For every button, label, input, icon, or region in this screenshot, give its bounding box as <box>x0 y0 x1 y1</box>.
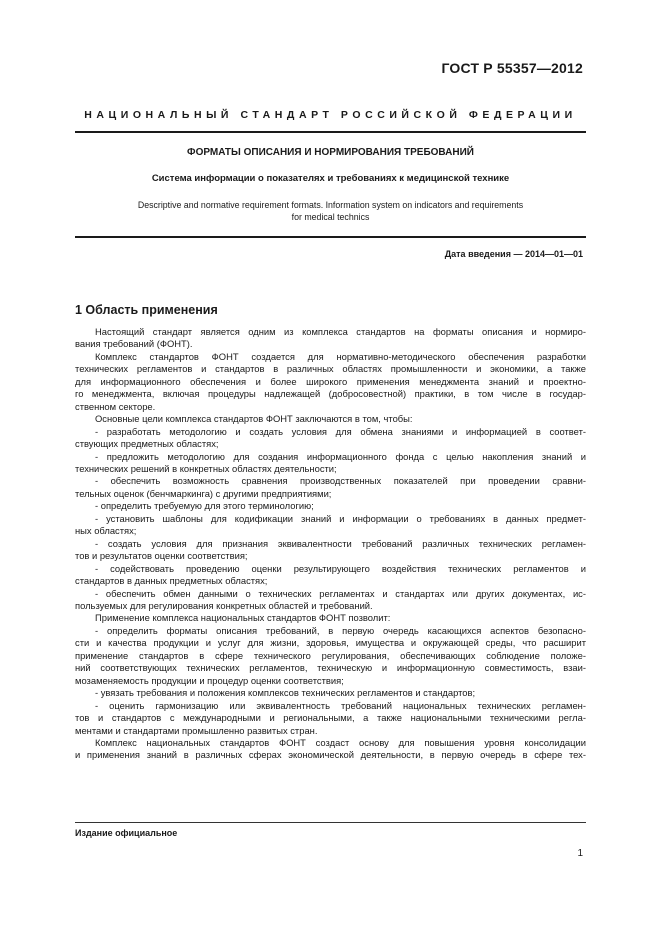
body-line: Применение комплекса национальных стандартов ФОНТ позволит: <box>95 612 391 624</box>
body-line: стандартов в данных предметных областях; <box>75 575 268 587</box>
page-number: 1 <box>577 848 583 859</box>
body-line: - обеспечить возможность сравнения производственных показателей при проведении сравни- <box>95 475 586 487</box>
body-line: - увязать требования и положения комплексов технических регламентов и стандартов; <box>95 687 476 699</box>
body-line: ствующих предметных областях; <box>75 438 219 450</box>
body-line: Основные цели комплекса стандартов ФОНТ заключаются в том, чтобы: <box>95 413 413 425</box>
body-line: вания требований (ФОНТ). <box>75 338 193 350</box>
body-line: пользуемых для регулирования конкретных областей и требований. <box>75 599 373 611</box>
title-divider <box>75 236 586 238</box>
body-line: - разработать методологию и создать условия для обмена знаниями и информацией в соответ- <box>95 425 586 437</box>
body-line: для информационного обеспечения и более широкого применения менеджмента знаний и проектно- <box>75 375 586 387</box>
body-line: Комплекс национальных стандартов ФОНТ создаст основу для повышения уровня консолидации <box>95 736 586 748</box>
document-code: ГОСТ Р 55357—2012 <box>441 60 583 76</box>
section-body <box>75 326 586 762</box>
introduction-date: Дата введения — 2014—01—01 <box>444 249 583 259</box>
english-title-line: Descriptive and normative requirement formats. Information system on indicators and requirements <box>137 200 524 210</box>
body-line: применение стандартов в сфере технического регулирования, обеспечивающих соблюдение положе- <box>75 649 586 661</box>
body-line: ных областях; <box>75 525 137 537</box>
body-line: технических регламентов и стандартов в различных областях промышленности и экономики, а также <box>75 363 586 375</box>
national-standard-title: НАЦИОНАЛЬНЫЙ СТАНДАРТ РОССИЙСКОЙ ФЕДЕРАЦИИ <box>84 109 577 121</box>
body-line: ментами и стандартами промышленно развитых стран. <box>75 724 318 736</box>
body-line: технических решений в конкретных областях деятельности; <box>75 462 337 474</box>
standard-subtitle: Система информации о показателях и требованиях к медицинской технике <box>151 173 510 184</box>
body-line: тельных оценок (бенчмаркинга) с другими предприятиями; <box>75 487 332 499</box>
body-line: - обеспечить обмен данными о технических регламентах и стандартах или других документах, ис- <box>95 587 586 599</box>
header-divider <box>75 131 586 133</box>
body-line: - определить форматы описания требований, в первую очередь касающихся аспектов безопасно- <box>95 624 586 636</box>
standard-title: ФОРМАТЫ ОПИСАНИЯ И НОРМИРОВАНИЯ ТРЕБОВАНИЙ <box>187 147 474 158</box>
body-line: сти и качества продукции и услуг для жизни, здоровья, имущества и окружающей среды, что расширит <box>75 637 586 649</box>
footer-divider <box>75 822 586 823</box>
body-line: - оценить гармонизацию или эквивалентность требований национальных технических регламен- <box>95 699 586 711</box>
body-line: Комплекс стандартов ФОНТ создается для нормативно-методического обеспечения разработки <box>95 350 586 362</box>
body-line: ственном секторе. <box>75 400 156 412</box>
body-line: го менеджмента, включая процедуры надлежащей (добросовестной) практики, в том числе в государ- <box>75 388 586 400</box>
body-line: - содействовать проведению оценки результирующего воздействия технических регламентов и <box>95 562 586 574</box>
body-line: - определить требуемую для этого терминологию; <box>95 500 314 512</box>
edition-label: Издание официальное <box>75 828 178 838</box>
body-line: - установить шаблоны для кодификации знаний и информации о требованиях в данных предмет- <box>95 512 586 524</box>
body-line: ний соответствующих технических регламентов, техническую и информационную совместимость, взаи- <box>75 662 586 674</box>
english-title <box>75 199 586 223</box>
body-line: тов и результатов оценки соответствия; <box>75 550 248 562</box>
body-line: Настоящий стандарт является одним из комплекса стандартов на форматы описания и нормиро- <box>95 326 586 337</box>
english-title-line: for medical technics <box>291 212 370 222</box>
body-line: тов и стандартов с международными и региональными, а также национальными техническими регла- <box>75 712 586 724</box>
body-line: и применения знаний в различных сферах экономической деятельности, в первую очередь в сфере тех- <box>75 749 586 761</box>
body-line: мозаменяемость продукции и процедур оценки соответствия; <box>75 674 344 686</box>
section-heading: 1 Область применения <box>75 303 218 317</box>
body-line: - создать условия для признания эквивалентности требований различных технических регламен- <box>95 537 586 549</box>
body-line: - предложить методологию для создания информационного фонда с целью накопления знаний и <box>95 450 586 462</box>
